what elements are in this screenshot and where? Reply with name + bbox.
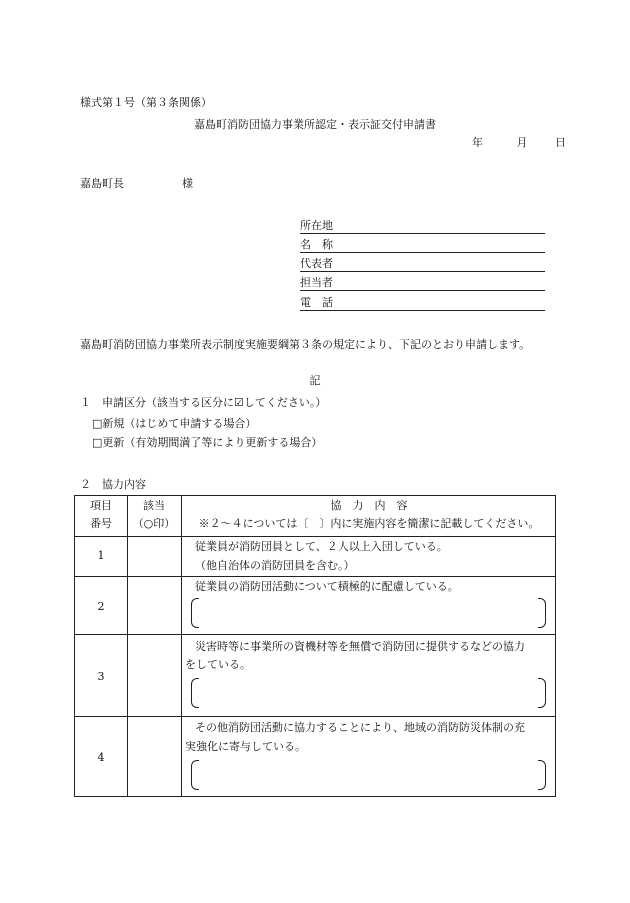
header-item-label: 項目 xyxy=(90,499,112,512)
applicant-representative-field[interactable] xyxy=(300,257,545,272)
row-content: 実強化に寄与している。 xyxy=(185,740,306,753)
applicant-phone-label: 電 話 xyxy=(300,296,333,309)
row-content: （他自治体の消防団員を含む。） xyxy=(195,559,355,572)
bracket-right xyxy=(538,598,546,628)
header-item-number xyxy=(75,499,127,531)
row-number: 1 xyxy=(97,549,105,562)
section1-title: １ 申請区分（該当する区分に☑してください。） xyxy=(80,396,327,409)
option-renewal[interactable]: □更新（有効期間満了等により更新する場合） xyxy=(92,436,323,449)
mark-cell-4[interactable] xyxy=(128,717,180,797)
addressee-honorific: 様 xyxy=(182,177,193,190)
cooperation-table xyxy=(74,495,556,797)
applicant-person-in-charge-field[interactable] xyxy=(300,276,545,291)
row-content: その他消防団活動に協力することにより、地域の消防防災体制の充 xyxy=(195,721,525,734)
date-line xyxy=(472,136,566,150)
addressee-name: 嘉島町長 xyxy=(80,177,124,190)
applicant-name-label: 名 称 xyxy=(300,238,333,251)
entry-bracket-4[interactable] xyxy=(191,760,546,788)
addressee xyxy=(80,177,193,191)
header-content-label: 協 力 内 容 xyxy=(330,499,408,512)
applicant-phone-field[interactable] xyxy=(300,296,545,311)
bracket-left xyxy=(191,678,199,708)
entry-bracket-2[interactable] xyxy=(191,598,546,626)
date-day: 日 xyxy=(555,136,566,149)
header-mark-label: （○印） xyxy=(132,516,176,530)
option-new[interactable]: □新規（はじめて申請する場合） xyxy=(92,417,257,430)
row-content: 従業員が消防団員として、２人以上入団している。 xyxy=(195,540,448,553)
table-col-divider xyxy=(181,496,182,796)
date-month: 月 xyxy=(516,136,528,149)
entry-bracket-3[interactable] xyxy=(191,678,546,706)
date-year: 年 xyxy=(472,136,483,149)
header-applicable xyxy=(127,499,181,531)
ki-mark: 記 xyxy=(309,374,321,387)
bracket-left xyxy=(191,760,199,790)
row-content: をしている。 xyxy=(185,658,251,671)
header-content xyxy=(181,499,557,531)
applicant-name-field[interactable] xyxy=(300,238,545,253)
bracket-left xyxy=(191,598,199,628)
mark-cell-3[interactable] xyxy=(128,635,180,716)
mark-cell-1[interactable] xyxy=(128,537,180,576)
document-title: 嘉島町消防団協力事業所認定・表示証交付申請書 xyxy=(194,118,436,131)
applicant-address-field[interactable] xyxy=(300,219,545,234)
applicant-address-label: 所在地 xyxy=(300,219,333,232)
applicant-person-in-charge-label: 担当者 xyxy=(300,276,333,289)
row-number: 3 xyxy=(97,670,105,683)
bracket-right xyxy=(538,760,546,790)
section2-title: ２ 協力内容 xyxy=(80,478,146,491)
mark-cell-2[interactable] xyxy=(128,577,180,634)
form-number: 様式第１号（第３条関係） xyxy=(80,96,212,109)
applicant-representative-label: 代表者 xyxy=(300,257,333,270)
row-number: 4 xyxy=(97,751,105,764)
row-content: 従業員の消防団活動について積極的に配慮している。 xyxy=(195,580,459,593)
body-text: 嘉島町消防団協力事業所表示制度実施要綱第３条の規定により、下記のとおり申請します。 xyxy=(80,338,531,351)
bracket-right xyxy=(538,678,546,708)
header-number-label: 番号 xyxy=(90,516,112,530)
header-content-note: ※２～４については〔 〕内に実施内容を簡潔に記載してください。 xyxy=(198,516,540,530)
row-content: 災害時等に事業所の資機材等を無償で消防団に提供するなどの協力 xyxy=(195,640,525,653)
header-applicable-label: 該当 xyxy=(143,499,165,512)
row-number: 2 xyxy=(97,600,105,613)
